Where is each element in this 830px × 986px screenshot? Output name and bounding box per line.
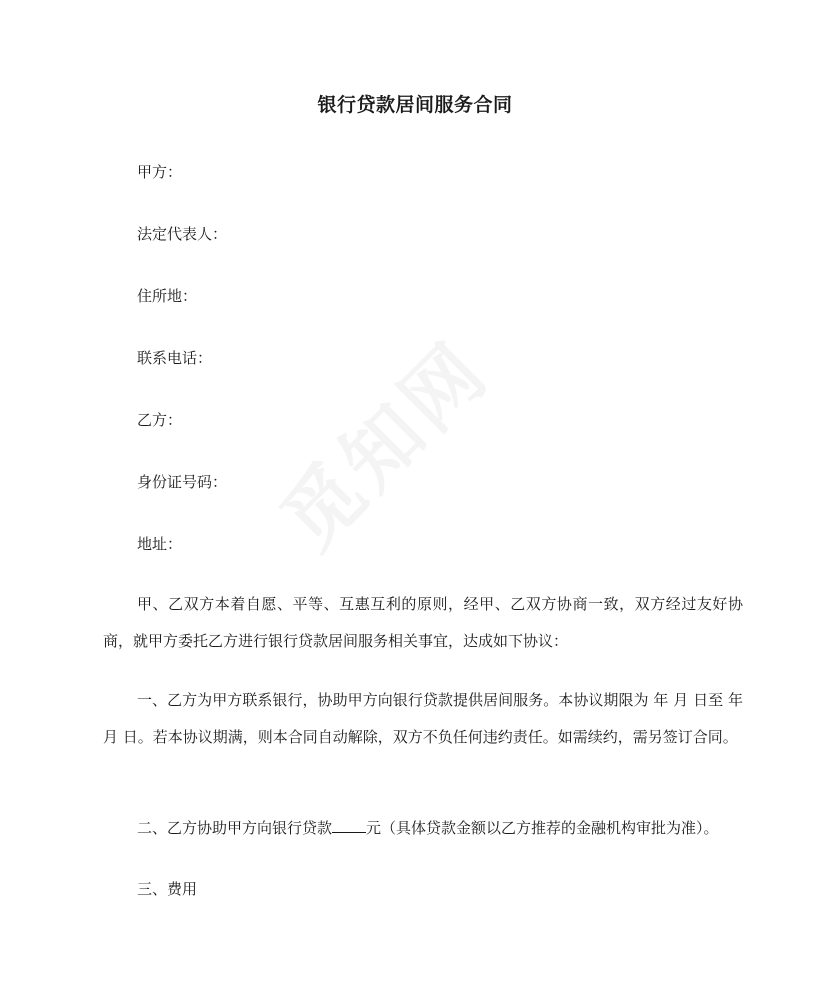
field-phone: 联系电话： xyxy=(137,349,213,367)
clause-3-heading: 三、费用 xyxy=(137,880,198,898)
field-id-number: 身份证号码： xyxy=(137,473,228,491)
field-party-b: 乙方： xyxy=(137,411,183,429)
clause-2-paragraph xyxy=(137,817,719,839)
clause-1-paragraph: 一、乙方为甲方联系银行，协助甲方向银行贷款提供居间服务。本协议期限为 年 月 日至 年 月 日。若本协议期满，则本合同自动解除，双方不负任何违约责任。如需续约，需另签订合同。 xyxy=(103,691,743,746)
amount-blank xyxy=(332,818,366,833)
field-legal-representative: 法定代表人： xyxy=(137,225,228,243)
field-address-a: 住所地： xyxy=(137,287,198,305)
clause-2-prefix: 二、乙方协助甲方向银行贷款 xyxy=(137,819,333,837)
field-address-b: 地址： xyxy=(137,535,183,553)
clause-2-suffix: 元（具体贷款金额以乙方推荐的金融机构审批为准）。 xyxy=(366,819,719,837)
document-title: 银行贷款居间服务合同 xyxy=(317,94,513,116)
preamble-paragraph: 甲、乙双方本着自愿、平等、互惠互利的原则，经甲、乙双方协商一致，双方经过友好协商，就甲方委托乙方进行银行贷款居间服务相关事宜，达成如下协议： xyxy=(103,595,743,650)
field-party-a: 甲方： xyxy=(137,163,183,181)
watermark xyxy=(252,312,509,569)
